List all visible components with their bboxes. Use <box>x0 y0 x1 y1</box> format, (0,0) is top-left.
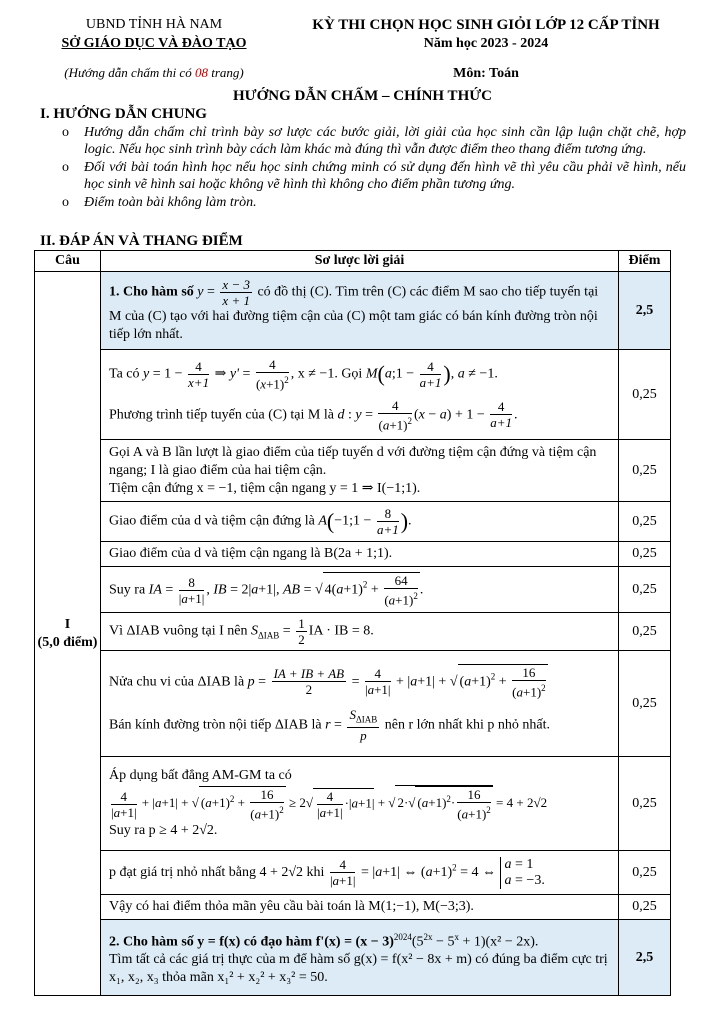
question-label: I <box>64 616 71 632</box>
score-cell: 0,25 <box>619 567 671 613</box>
score-cell: 0,25 <box>619 542 671 567</box>
solution-step: Nửa chu vi của ΔIAB là p = $\frac{IA + IB + AB}{2}$ = $\frac{4}{|a+1|}$ + |a+1| + √ $(a+1)^2$ + $\frac{16}{(a+1)^2}$ Bán kính đường tròn nội tiếp ΔIAB là r = $\frac{S_{\Delta IAB}}{p}$ nên r lớn nhất khi p nhỏ nhất. <box>101 651 619 757</box>
table-row <box>35 895 671 920</box>
section-heading-general: I. HƯỚNG DẪN CHUNG <box>40 106 207 122</box>
solution-step: Áp dụng bất đẳng AM-GM ta có $\frac{4}{|a+1|}$ + |a+1| + √ $(a+1)^2$ + $\frac{16}{(a+1)^2}$ ≥ 2√ $\frac{4}{|a+1|}$ ·|a+1| + √ 2·√ $(a+1)^2\cdot$ $\frac{16}{(a+1)^2}$ = 4 + 2√2 Suy ra p ≥ 4 + 2√2. <box>101 757 619 851</box>
score-cell: 0,25 <box>619 440 671 502</box>
score-cell: 0,25 <box>619 613 671 651</box>
question-cell <box>35 272 101 996</box>
score-cell: 0,25 <box>619 651 671 757</box>
problem-statement: 1. Cho hàm số y = $\frac{x - 3}{x + 1}$ có đồ thị (C). Tìm trên (C) các điểm M sao cho tiếp tuyến tại M của (C) tạo với hai đường tiệm cận của (C) một tam giác có bán kính đường tròn nội tiếp lớn nhất. <box>101 272 619 350</box>
subject: Môn: Toán <box>453 66 519 81</box>
solution-step: Vậy có hai điểm thỏa mãn yêu cầu bài toán là M(1;−1), M(−3;3). <box>101 895 619 920</box>
problem-statement: 2. Cho hàm số y = f(x) có đạo hàm $f'(x) = (x - 3)^{2024}(5^{2x} - 5^x + 1)(x^2 - 2x)$. Tìm tất cả các giá trị thực của m để hàm số g(x) = f(x² − 8x + m) có đúng ba điểm cực trị x₁, x₂, x₃ thỏa mãn x₁² + x₂² + x₃² = 50. <box>101 920 619 996</box>
pages-note: (Hướng dẫn chấm thi có 08 trang) <box>64 65 244 80</box>
list-item: o Hướng dẫn chấm chỉ trình bày sơ lược các bước giải, lời giải của học sinh cần lập luận chặt chẽ, hợp logic. Nếu học sinh trình bày cách làm khác mà đúng thì vẫn được điểm theo thang điểm tương ứng. <box>62 124 686 158</box>
general-guidelines-list <box>62 124 686 212</box>
table-row <box>35 350 671 440</box>
solution-step: Gọi A và B lần lượt là giao điểm của tiếp tuyến d với đường tiệm cận đứng và tiệm cận ngang; I là giao điểm của hai tiệm cận. Tiệm cận đứng x = −1, tiệm cận ngang y = 1 ⇒ I(−1;1). <box>101 440 619 502</box>
table-row <box>35 920 671 996</box>
solution-step: Giao điểm của d và tiệm cận ngang là B(2a + 1;1). <box>101 542 619 567</box>
score-cell: 0,25 <box>619 757 671 851</box>
list-item: o Đối với bài toán hình học nếu học sinh chứng minh có sử dụng đến hình vẽ thì yêu cầu phải vẽ hình, nếu học sinh vẽ hình sai hoặc không vẽ hình thì không cho điểm phần tương ứng. <box>62 159 686 193</box>
table-row <box>35 502 671 542</box>
score-cell: 2,5 <box>619 272 671 350</box>
section-heading-answers: II. ĐÁP ÁN VÀ THANG ĐIỂM <box>40 233 243 249</box>
exam-title: KỲ THI CHỌN HỌC SINH GIỎI LỚP 12 CẤP TỈNH <box>312 17 660 33</box>
column-header: Sơ lược lời giải <box>101 251 619 272</box>
score-cell: 0,25 <box>619 851 671 895</box>
department-name: SỞ GIÁO DỤC VÀ ĐÀO TẠO <box>61 36 247 51</box>
solution-step: Suy ra IA = $\frac{8}{|a+1|}$ , IB = 2|a+1|, AB = √ $4(a+1)^2$ + $\frac{64}{(a+1)^2}$ . <box>101 567 619 613</box>
table-row <box>35 651 671 757</box>
document-header <box>0 14 725 84</box>
question-points: (5,0 điểm) <box>37 634 98 650</box>
province-name: UBND TỈNH HÀ NAM <box>85 17 223 32</box>
table-header-row <box>35 251 671 272</box>
score-cell: 2,5 <box>619 920 671 996</box>
column-header: Điểm <box>619 251 671 272</box>
table-row <box>35 542 671 567</box>
solution-step: Giao điểm của d và tiệm cận đứng là A(−1;1 − $\frac{8}{a+1}$ ). <box>101 502 619 542</box>
page-title: HƯỚNG DẪN CHẤM – CHÍNH THỨC <box>232 88 493 104</box>
table-row <box>35 851 671 895</box>
answer-table <box>34 250 671 996</box>
school-year: Năm học 2023 - 2024 <box>423 36 549 51</box>
solution-step: Vì ΔIAB vuông tại I nên $S_{\Delta IAB}$ = $\frac{1}{2}$ IA · IB = 8. <box>101 613 619 651</box>
score-cell: 0,25 <box>619 350 671 440</box>
score-cell: 0,25 <box>619 895 671 920</box>
solution-step: p đạt giá trị nhỏ nhất bằng 4 + 2√2 khi $\frac{4}{|a+1|}$ = |a+1| ⇔ $(a+1)^2 = 4$ ⇔ a = 1 a = −3. <box>101 851 619 895</box>
table-row <box>35 272 671 350</box>
table-row <box>35 567 671 613</box>
column-header: Câu <box>35 251 101 272</box>
solution-step: Ta có y = 1 − $\frac{4}{x+1}$ ⇒ y' = $\frac{4}{(x+1)^2}$ , x ≠ −1. Gọi M(a;1 − $\frac{4}{a+1}$ ), a ≠ −1. Phương trình tiếp tuyến của (C) tại M là d : y = $\frac{4}{(a+1)^2}$ (x − a) + 1 − $\frac{4}{a+1}$ . <box>101 350 619 440</box>
table-row <box>35 757 671 851</box>
score-cell: 0,25 <box>619 502 671 542</box>
table-row <box>35 440 671 502</box>
list-item: o Điểm toàn bài không làm tròn. <box>62 194 686 211</box>
table-row <box>35 613 671 651</box>
